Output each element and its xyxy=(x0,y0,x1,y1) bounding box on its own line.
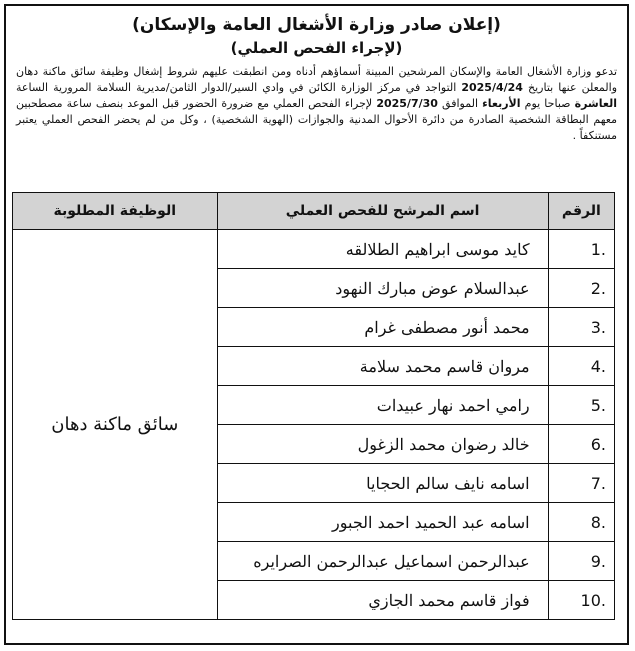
row-number-label: 3. xyxy=(590,317,606,337)
row-number-label: 6. xyxy=(590,434,606,454)
row-number xyxy=(548,230,614,269)
body-text-2: التواجد في مركز الوزارة الكائن في وادي السير/الدوار الثامن/مديرية السلامة المرورية الساعة xyxy=(16,81,462,94)
row-number-label: 9. xyxy=(590,551,606,571)
announcement-subtitle: (لإجراء الفحص العملي) xyxy=(230,39,403,57)
row-number-label: 1. xyxy=(590,239,606,259)
row-number-label: 4. xyxy=(590,356,606,376)
candidates-table xyxy=(12,192,615,620)
announce-date: 2025/4/24 xyxy=(461,81,523,94)
candidate-name: عبدالرحمن اسماعيل عبدالرحمن الصرايره xyxy=(217,542,548,581)
row-number-label: 8. xyxy=(590,512,606,532)
header-job: الوظيفة المطلوبة xyxy=(13,193,218,230)
row-number xyxy=(548,464,614,503)
candidate-name: عبدالسلام عوض مبارك النهود xyxy=(217,269,548,308)
row-number xyxy=(548,425,614,464)
candidate-name: اسامه نايف سالم الحجايا xyxy=(217,464,548,503)
row-number xyxy=(548,308,614,347)
body-text-3: صباحا يوم xyxy=(520,97,575,110)
header-number: الرقم xyxy=(548,193,614,230)
candidate-name: مروان قاسم محمد سلامة xyxy=(217,347,548,386)
announcement-body xyxy=(6,58,627,144)
candidate-name: كايد موسى ابراهيم الطلالقه xyxy=(217,230,548,269)
candidate-name: اسامه عبد الحميد احمد الجبور xyxy=(217,503,548,542)
table-row xyxy=(13,230,615,269)
exam-day: الأربعاء xyxy=(482,97,521,110)
body-text-1: تدعو وزارة الأشغال العامة والإسكان المرشحين المبينة أسماؤهم أدناه ومن انطبقت عليهم شروط إشغال وظيفة سائق ماكنة دهان والمعلن عنها بتاريخ xyxy=(16,65,618,94)
table-header-row xyxy=(13,193,615,230)
row-number xyxy=(548,347,614,386)
job-title: سائق ماكنة دهان xyxy=(13,230,218,620)
candidate-name: فواز قاسم محمد الجازي xyxy=(217,581,548,620)
row-number xyxy=(548,386,614,425)
body-text-5: لإجراء الفحص العملي مع ضرورة الحضور قبل الموعد بنصف ساعة مصطحبين معهم البطاقة الشخصية الصادرة من دائرة الأحوال المدنية والجوازات (الهوية الشخصية) ، وكل من لم يحضر الفحص العملي يعتبر مستنكفاً . xyxy=(16,97,617,142)
row-number-label: 5. xyxy=(590,395,606,415)
announcement-title: (إعلان صادر وزارة الأشغال العامة والإسكان) xyxy=(132,15,501,35)
row-number xyxy=(548,542,614,581)
exam-hour: العاشرة xyxy=(574,97,617,110)
candidate-name: محمد أنور مصطفى غرام xyxy=(217,308,548,347)
row-number xyxy=(548,269,614,308)
candidate-name: خالد رضوان محمد الزغول xyxy=(217,425,548,464)
candidate-name: رامي احمد نهار عبيدات xyxy=(217,386,548,425)
header-candidate: اسم المرشح للفحص العملي xyxy=(217,193,548,230)
body-text-4: الموافق xyxy=(437,97,483,110)
row-number-label: 7. xyxy=(590,473,606,493)
row-number-label: 2. xyxy=(590,278,606,298)
row-number xyxy=(548,581,614,620)
row-number-label: 10. xyxy=(580,590,606,610)
row-number xyxy=(548,503,614,542)
exam-date: 2025/7/30 xyxy=(376,97,438,110)
